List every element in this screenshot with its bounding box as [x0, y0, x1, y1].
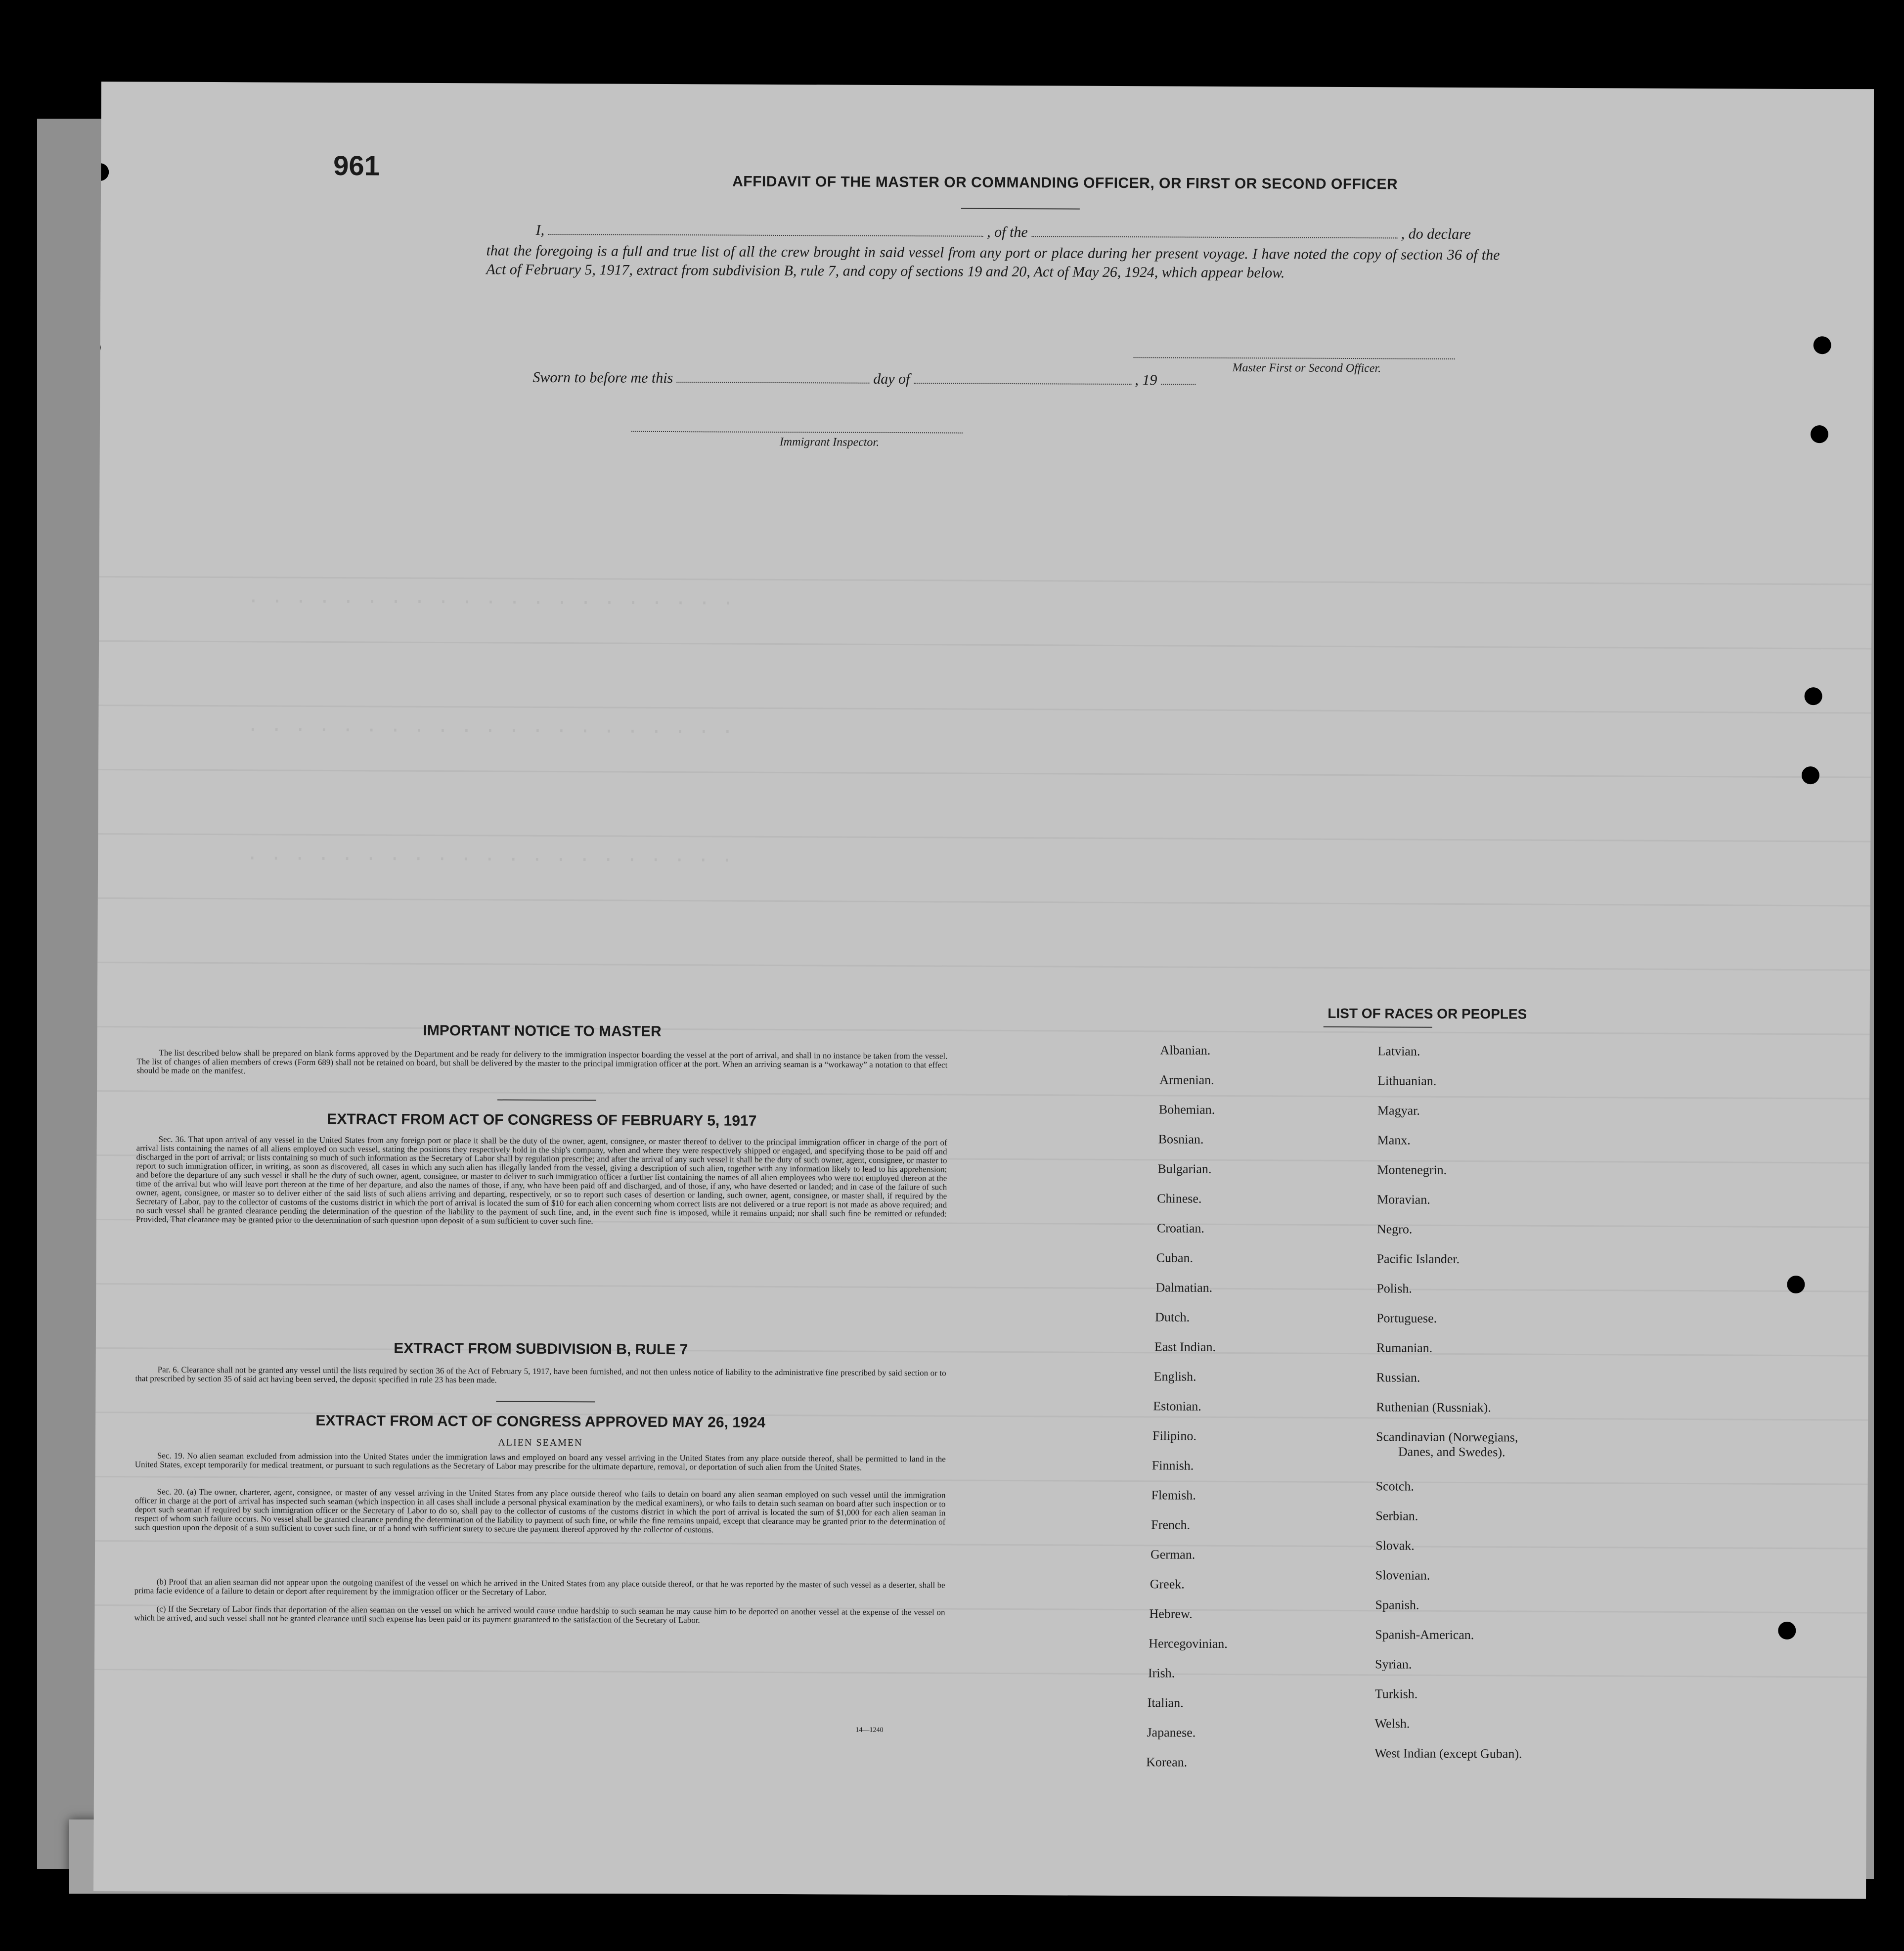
bleed-through-text: . . . . . . . . . . . . . . . . . . . . . — [247, 715, 734, 740]
extract-1924-sec20a: Sec. 20. (a) The owner, charterer, agent, consignee, or master of any vessel arriving in the United States from any place outside thereof who fails to detain on board any alien seaman employed on such vessel until the immigration officer in charge at the port of arrival has inspected such seaman (which inspection in all cases shall include a personal physical examination by the medical examiners), or who fails to detain such seaman on board after such inspection or to deport such seaman if required by such immigration officer or the Secretary of Labor to do so, shall pay to the collector of customs of the customs district in which the port of arrival is located the sum of $1,000 for each alien seaman in respect of whom such failure occurs. No vessel shall be granted clearance pending the determination of the liability to payment of such fine, or while the fine remains unpaid, except that clearance may be granted prior to the determination of such question upon the deposit of a sum sufficient to cover such fine, or of a bond with sufficient surety to secure the payment thereof approved by the collector of customs. — [134, 1487, 946, 1535]
race-item: Bohemian. — [1158, 1102, 1215, 1117]
race-item: Scotch. — [1375, 1479, 1414, 1494]
sworn-day-field[interactable] — [677, 380, 870, 384]
race-item: Armenian. — [1159, 1072, 1214, 1087]
affidavit-rule — [961, 208, 1080, 210]
race-item: Japanese. — [1147, 1725, 1196, 1740]
punch-hole — [1814, 336, 1831, 354]
affidavit-line-1 — [536, 223, 1471, 242]
race-item: Bosnian. — [1158, 1132, 1204, 1147]
race-item: Hercegovinian. — [1149, 1636, 1228, 1651]
race-item: Estonian. — [1153, 1399, 1201, 1414]
inspector-signature-line[interactable] — [631, 431, 963, 434]
race-item: Polish. — [1376, 1281, 1412, 1296]
extract-1924-sec20b: (b) Proof that an alien seaman did not appear upon the outgoing manifest of the vessel on which he arrived in the United States from any place outside thereof, or that he was reported by the master of such vessel as a deserter, shall be prima facie evidence of a failure to detain or deport after requirement by the immigration officer or the Secretary of Labor. — [134, 1577, 945, 1597]
race-item: Ruthenian (Russniak). — [1376, 1400, 1491, 1415]
race-item: Slovak. — [1375, 1538, 1415, 1553]
name-field[interactable] — [548, 232, 983, 237]
race-item: Turkish. — [1374, 1686, 1418, 1701]
race-item: Spanish. — [1375, 1597, 1419, 1612]
races-right-column — [101, 82, 1874, 89]
extract-1917-title: EXTRACT FROM ACT OF CONGRESS OF FEBRUARY 5, 1917 — [327, 1111, 757, 1129]
race-item: Finnish. — [1151, 1458, 1194, 1473]
affidavit-body: that the foregoing is a full and true list of all the crew brought in said vessel from any port or place during her present voyage. I have noted the copy of section 36 of the Act of February 5, 1917, extract from subdivision B, rule 7, and copy of sections 19 and 20, Act of May 26, 1924, which appear below. — [486, 242, 1500, 281]
subdivision-b-text: Par. 6. Clearance shall not be granted any vessel until the lists required by section 36 of the Act of February 5, 1917, have been furnished, and not then unless notice of liability to the administrative fine prescribed by said section or to that prescribed by section 35 of said act having been served, the deposit specified in rule 23 has been made. — [135, 1365, 946, 1385]
race-item: Montenegrin. — [1377, 1162, 1447, 1177]
race-item: Portuguese. — [1376, 1311, 1437, 1326]
race-item: Latvian. — [1377, 1044, 1420, 1059]
bleed-through-text: . . . . . . . . . . . . . . . . . . . . . — [246, 843, 733, 868]
sworn-year-field[interactable] — [1161, 382, 1196, 385]
race-item: French. — [1151, 1517, 1191, 1532]
race-item: German. — [1150, 1547, 1196, 1562]
affidavit-title: AFFIDAVIT OF THE MASTER OR COMMANDING OFFICER, OR FIRST OR SECOND OFFICER — [732, 173, 1398, 193]
race-item: Albanian. — [1160, 1043, 1211, 1058]
race-item: Hebrew. — [1149, 1606, 1193, 1621]
sworn-label: Sworn to before me this — [532, 369, 673, 387]
race-item: Chinese. — [1157, 1191, 1202, 1206]
affidavit-declare-label: , do declare — [1401, 225, 1471, 243]
race-item: Bulgarian. — [1157, 1161, 1212, 1176]
race-item: West Indian (except Guban). — [1374, 1746, 1522, 1761]
section-rule — [497, 1100, 596, 1101]
punch-hole — [1787, 1276, 1805, 1293]
race-item: Slovenian. — [1375, 1568, 1430, 1583]
section-rule — [496, 1401, 595, 1403]
race-item: Moravian. — [1377, 1192, 1430, 1207]
race-item: Filipino. — [1152, 1428, 1196, 1443]
subdivision-b-title: EXTRACT FROM SUBDIVISION B, RULE 7 — [394, 1340, 688, 1358]
punch-hole — [1778, 1622, 1796, 1640]
race-item: Irish. — [1148, 1666, 1175, 1681]
race-item: Manx. — [1377, 1133, 1411, 1148]
punch-hole — [1805, 687, 1822, 705]
race-item: Spanish-American. — [1375, 1627, 1474, 1642]
race-item: English. — [1153, 1369, 1196, 1384]
day-of-label: day of — [873, 370, 910, 388]
page-number: 961 — [333, 150, 380, 181]
race-item: Flemish. — [1151, 1488, 1196, 1503]
extract-1917-text: Sec. 36. That upon arrival of any vessel in the United States from any foreign port or place it shall be the duty of the owner, agent, consignee, or master thereof to deliver to the principal immigration officer in charge of the port of arrival lists containing the names of all aliens employed on such vessel, stating the positions they respectively hold in the ship's company, when and where they were respectively shipped or engaged, and specifying those to be paid off and discharged in the port of arrival; or lists containing so much of such information as the Secretary of Labor shall by regulation prescribe; and after the arrival of any such vessel it shall be the duty of such owner, agent, consignee, or master to report to such immigration officer, in writing, as soon as discovered, all cases in which any such alien has illegally landed from the vessel, giving a description of such alien, together with any information likely to lead to his apprehension; and before the departure of any such vessel it shall be the duty of such owner, agent, consignee, or master to deliver to such immigration officer a further list containing the names of all alien employees who were not employed thereon at the time of the arrival but who will leave port thereon at the time of her departure, and also the names of those, if any, who have been paid off and discharged, and of those, if any, who have deserted or landed; and in case of the failure of such owner, agent, consignee, or master so to deliver either of the said lists of such aliens arriving and departing, respectively, or so to report such cases of desertion or landing, such owner, agent, consignee, or master shall, if required by the Secretary of Labor, pay to the collector of customs of the customs district in which the port of arrival is located the sum of $10 for each alien concerning whom correct lists are not delivered or a true report is not made as above required; and no such vessel shall be granted clearance pending the determination of the question of the liability to the payment of such fine, and, in the event such fine is imposed, while it remains unpaid; nor shall such fine be remitted or refunded: Provided, That clearance may be granted prior to the determination of such question upon deposit of a sum sufficient to cover such fine. — [135, 1134, 947, 1226]
race-item: Scandinavian (Norwegians, — [1376, 1429, 1518, 1445]
race-item: Danes, and Swedes). — [1398, 1444, 1505, 1460]
race-item: Korean. — [1146, 1755, 1188, 1770]
form-code: 14—1240 — [855, 1726, 884, 1734]
race-item: Syrian. — [1374, 1657, 1412, 1672]
race-item: Lithuanian. — [1377, 1073, 1437, 1088]
sworn-line — [532, 370, 1196, 388]
inspector-signature-label: Immigrant Inspector. — [779, 435, 880, 449]
master-signature-label: Master First or Second Officer. — [1232, 361, 1381, 375]
sworn-month-field[interactable] — [914, 381, 1131, 385]
extract-1924-sec19: Sec. 19. No alien seaman excluded from admission into the United States under the immigration laws and employed on board any vessel arriving in the United States from any place outside thereof, shall be permitted to land in the United States, except temporarily for medical treatment, or pursuant to such regulations as the Secretary of Labor may prescribe for the ultimate departure, removal, or deportation of such alien from the United States. — [134, 1451, 946, 1472]
affidavit-i-label: I, — [535, 222, 545, 238]
race-item: Cuban. — [1156, 1250, 1194, 1265]
races-left-column — [101, 82, 1874, 89]
notice-title: IMPORTANT NOTICE TO MASTER — [423, 1022, 662, 1040]
extract-1924-subtitle: ALIEN SEAMEN — [498, 1437, 583, 1449]
punch-hole — [1802, 766, 1819, 784]
race-item: Pacific Islander. — [1376, 1251, 1460, 1267]
vessel-field[interactable] — [1031, 234, 1397, 238]
bleed-through-text: . . . . . . . . . . . . . . . . . . . . . — [247, 586, 734, 611]
manifest-back-page — [93, 82, 1874, 1899]
punch-hole — [1811, 425, 1828, 443]
extract-1924-title: EXTRACT FROM ACT OF CONGRESS APPROVED MAY 26, 1924 — [315, 1412, 766, 1431]
race-item: Dutch. — [1155, 1310, 1190, 1325]
race-item: Magyar. — [1377, 1103, 1420, 1118]
year-prefix-label: , 19 — [1135, 372, 1157, 389]
race-item: Greek. — [1150, 1577, 1185, 1592]
race-item: Welsh. — [1374, 1716, 1410, 1731]
race-item: Negro. — [1376, 1222, 1413, 1237]
notice-text: The list described below shall be prepared on blank forms approved by the Department and be ready for delivery to the immigration inspector boarding the vessel at the port of arrival, and shall in no instance be taken from the vessel. The list of changes of alien members of crews (Form 689) shall not be retained on board, but shall be delivered by the master to the principal immigration officer at the port. When an arriving seaman is a “workaway” a notation to that effect should be made on the manifest. — [136, 1048, 948, 1076]
races-rule — [1324, 1026, 1432, 1028]
master-signature-line[interactable] — [1134, 357, 1455, 359]
race-item: Rumanian. — [1376, 1340, 1433, 1355]
affidavit-of-the-label: , of the — [987, 223, 1028, 241]
races-title: LIST OF RACES OR PEOPLES — [1328, 1005, 1527, 1022]
race-item: Serbian. — [1375, 1508, 1418, 1523]
race-item: East Indian. — [1154, 1339, 1216, 1354]
race-item: Russian. — [1376, 1370, 1420, 1385]
race-item: Italian. — [1147, 1695, 1184, 1710]
extract-1924-sec20c: (c) If the Secretary of Labor finds that deportation of the alien seaman on the vessel on which he arrived would cause undue hardship to such seaman he may cause him to be deported on another vessel at the expense of the vessel on which he arrived, and such vessel shall not be granted clearance until such expense has been paid or its payment guaranteed to the satisfaction of the Secretary of Labor. — [134, 1604, 945, 1625]
race-item: Croatian. — [1156, 1221, 1204, 1236]
race-item: Dalmatian. — [1155, 1280, 1213, 1295]
